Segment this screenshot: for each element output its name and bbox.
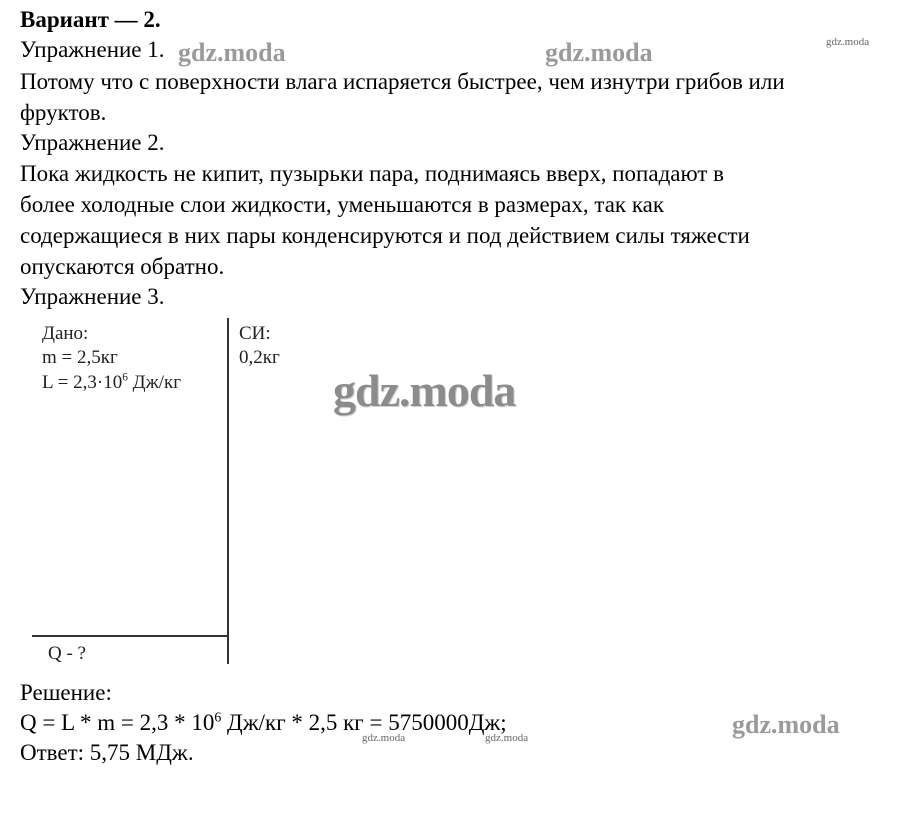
watermark: gdz.moda [732, 710, 840, 739]
exercise-3-heading: Упражнение 3. [20, 284, 165, 309]
watermark: gdz.moda [485, 732, 529, 744]
table-vertical-divider [227, 318, 229, 664]
watermark: gdz.moda [333, 365, 516, 416]
exercise-2-text-line-4: опускаются обратно. [20, 254, 225, 279]
si-value: 0,2кг [239, 347, 280, 368]
given-mass: m = 2,5кг [42, 347, 118, 368]
find-quantity: Q - ? [48, 643, 86, 664]
watermark: gdz.moda [545, 38, 653, 67]
watermark: gdz.moda [826, 36, 870, 48]
si-label: СИ: [239, 323, 271, 344]
exercise-2-text-line-3: содержащиеся в них пары конденсируются и под действием силы тяжести [20, 223, 750, 248]
solution-formula: $Q = L * m = 2,3 * 10^6$ Дж/кг * 2,5 кг = 5750000Дж; [20, 709, 507, 735]
watermark: gdz.moda [178, 38, 286, 67]
exercise-1-text-line-2: фруктов. [20, 100, 107, 125]
table-horizontal-divider [32, 635, 228, 637]
exercise-2-heading: Упражнение 2. [20, 130, 165, 155]
watermark: gdz.moda [362, 732, 406, 744]
exercise-2-text-line-2: более холодные слои жидкости, уменьшаются в размерах, так как [20, 192, 665, 217]
exercise-1-heading: Упражнение 1. [20, 37, 165, 62]
answer-line: Ответ: 5,75 МДж. [20, 740, 194, 765]
given-label: Дано: [42, 323, 89, 344]
exercise-1-text-line-1: Потому что с поверхности влага испаряется быстрее, чем изнутри грибов или [20, 69, 785, 94]
given-heat: $L = 2,3\cdot 10^6$ Дж/кг [42, 371, 182, 393]
exercise-2-text-line-1: Пока жидкость не кипит, пузырьки пара, поднимаясь вверх, попадают в [20, 161, 725, 186]
solution-label: Решение: [20, 680, 112, 705]
variant-title: Вариант — 2. [20, 7, 161, 32]
